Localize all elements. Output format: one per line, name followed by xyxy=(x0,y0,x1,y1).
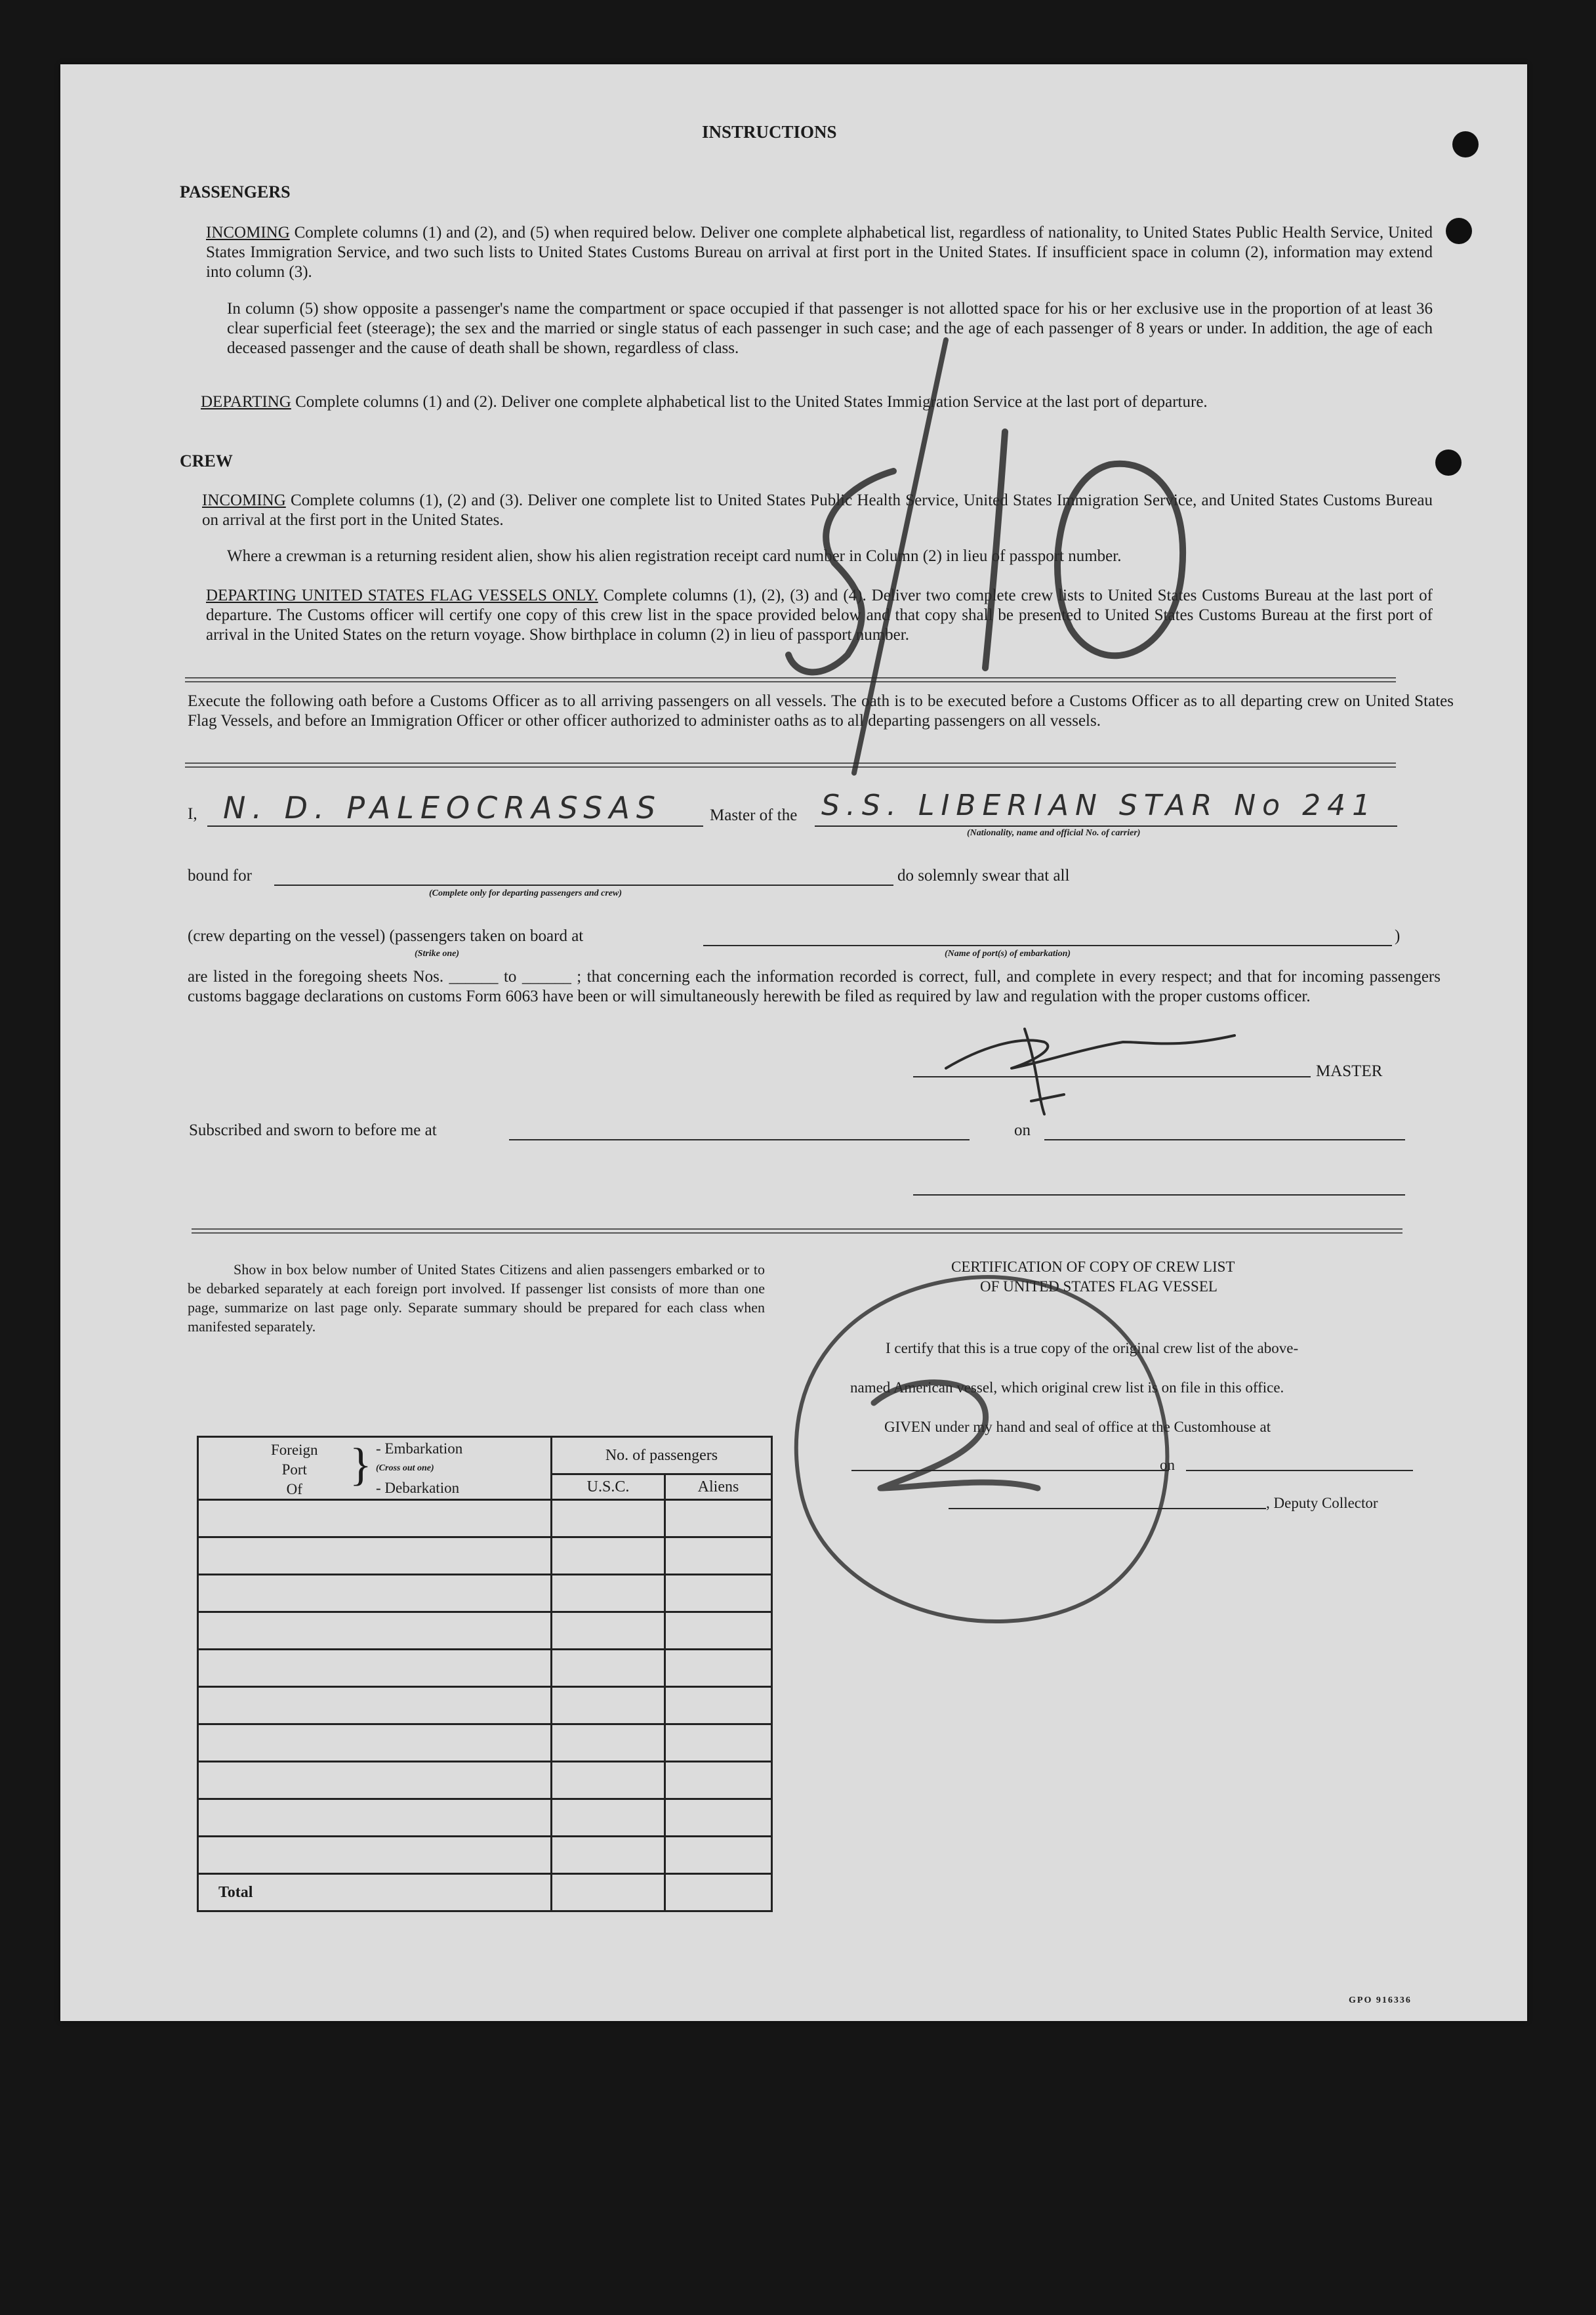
passengers-incoming-label: INCOMING xyxy=(206,224,290,241)
certification-title-line1: CERTIFICATION OF COPY OF CREW LIST xyxy=(951,1259,1235,1275)
crew-resident-text: Where a crewman is a returning resident alien, show his alien registration receipt card number in Column (2) in lieu of passport number. xyxy=(227,547,1122,565)
bound-caption: (Complete only for departing passengers and crew) xyxy=(429,888,622,898)
passengers-column5-text: In column (5) show opposite a passenger's name the compartment or space occupied if that passenger is not allotted space for his or her exclusive use in the proportion of at least 36 clear superficial feet (steerage); the sex and the married or single status of each passenger in such case; and the age of each passenger of 8 years or under. In addition, the age of each deceased passenger and the cause of death shall be shown, regardless of class. xyxy=(227,300,1433,357)
master-label: MASTER xyxy=(1316,1062,1383,1080)
master-signature xyxy=(946,1035,1235,1068)
passengers-departing-text: Complete columns (1) and (2). Deliver one complete alphabetical list to the United States Immigration Service at the last port of departure. xyxy=(295,393,1208,411)
certification-on-label: on xyxy=(1160,1457,1175,1473)
crew-incoming-label: INCOMING xyxy=(202,491,286,509)
summary-instructions: Show in box below number of United States Citizens and alien passengers embarked or to be debarked separately at each foreign port involved. If passenger list consists of more than one page, summarize on last page only. Separate summary should be prepared for each class when manifested separately. xyxy=(188,1261,765,1335)
listed-text: are listed in the foregoing sheets Nos. ______ to ______ ; that concerning each the information recorded is correct, full, and complete in every respect; and that for incoming passengers customs baggage declarations on customs Form 6063 have been or will simultaneously herewith be filed as required by law and regulation with the proper customs officer. xyxy=(188,968,1441,1005)
strike-caption: (Strike one) xyxy=(415,949,460,959)
of-label: Of xyxy=(286,1481,302,1497)
cross-out-caption: (Cross out one) xyxy=(376,1463,434,1473)
crew-passengers-label: (crew departing on the vessel) (passengers taken on board at xyxy=(188,927,584,945)
subscribed-label: Subscribed and sworn to before me at xyxy=(189,1121,437,1139)
vessel-caption: (Nationality, name and official No. of carrier) xyxy=(967,828,1141,838)
debarkation-label: - Debarkation xyxy=(376,1480,460,1496)
deputy-label: , Deputy Collector xyxy=(1266,1495,1378,1511)
large-mark-stroke xyxy=(788,471,893,672)
no-passengers-header: No. of passengers xyxy=(552,1437,772,1474)
embarkation-label: - Embarkation xyxy=(376,1440,463,1457)
passengers-heading: PASSENGERS xyxy=(180,182,291,201)
passengers-departing-label: DEPARTING xyxy=(201,393,291,411)
swear-label: do solemnly swear that all xyxy=(897,867,1070,885)
vessel-handwritten: S.S. LIBERIAN STAR No 241 xyxy=(821,789,1378,822)
subscribed-on-label: on xyxy=(1014,1121,1031,1139)
large-mark-stroke xyxy=(854,340,946,773)
foreign-label: Foreign xyxy=(271,1442,318,1458)
circle-mark-stroke xyxy=(796,1277,1168,1621)
passengers-incoming-text: Complete columns (1) and (2), and (5) when required below. Deliver one complete alphabetical list, regardless of nationality, to United States Public Health Service, United States Immigration Service, and two such lists to United States Customs Bureau on arrival at first port in the United States. If insufficient space in column (2), information may extend into column (3). xyxy=(206,224,1433,281)
port-caption: (Name of port(s) of embarkation) xyxy=(945,949,1071,959)
given-line: GIVEN under my hand and seal of office at the Customhouse at xyxy=(884,1419,1271,1435)
port-label: Port xyxy=(281,1461,307,1478)
oath-intro: Execute the following oath before a Customs Officer as to all arriving passengers on all vessels. The oath is to be executed before a Customs Officer as to all departing crew on United States Flag Vessels, and before an Immigration Officer or other officer authorized to administer oaths as to all departing passengers on all vessels. xyxy=(188,692,1454,730)
gpo-footer: GPO 916336 xyxy=(1349,1995,1412,2005)
certify-line2: named American vessel, which original crew list is on file in this office. xyxy=(850,1379,1284,1396)
aliens-header: Aliens xyxy=(665,1474,772,1500)
circle-mark-stroke xyxy=(874,1383,1038,1488)
close-paren: ) xyxy=(1395,927,1401,945)
crew-incoming-text: Complete columns (1), (2) and (3). Deliver one complete list to United States Public Health Service, United States Immigration Service, and United States Customs Bureau on arrival at the first port in the United States. xyxy=(202,491,1433,529)
oath-i-label: I, xyxy=(188,805,197,823)
certify-line1: I certify that this is a true copy of the original crew list of the above- xyxy=(886,1340,1299,1356)
large-mark-stroke xyxy=(1057,464,1183,656)
crew-departing-text: Complete columns (1), (2), (3) and (4). Deliver two complete crew lists to United States Customs Bureau at the last port of departure. The Customs officer will certify one copy of this crew list in the space provided below and that copy shall be presented to United States Customs Bureau at the first port of arrival in the United States on the return voyage. Show birthplace in column (2) in lieu of passport number. xyxy=(206,587,1433,644)
total-label: Total xyxy=(198,1874,552,1911)
master-name-handwritten: N. D. PALEOCRASSAS xyxy=(223,790,663,825)
bound-for-label: bound for xyxy=(188,867,252,885)
certification-title-line2: OF UNITED STATES FLAG VESSEL xyxy=(980,1278,1217,1295)
page-title: INSTRUCTIONS xyxy=(702,122,837,142)
master-of-label: Master of the xyxy=(710,806,798,824)
document-page xyxy=(60,64,1527,2021)
brace-icon: } xyxy=(350,1440,372,1490)
crew-departing-label: DEPARTING UNITED STATES FLAG VESSELS ONLY. xyxy=(206,587,598,604)
crew-heading: CREW xyxy=(180,451,233,470)
large-mark-stroke xyxy=(985,432,1005,668)
annotation-marks xyxy=(60,64,1527,2021)
usc-header: U.S.C. xyxy=(552,1474,665,1500)
